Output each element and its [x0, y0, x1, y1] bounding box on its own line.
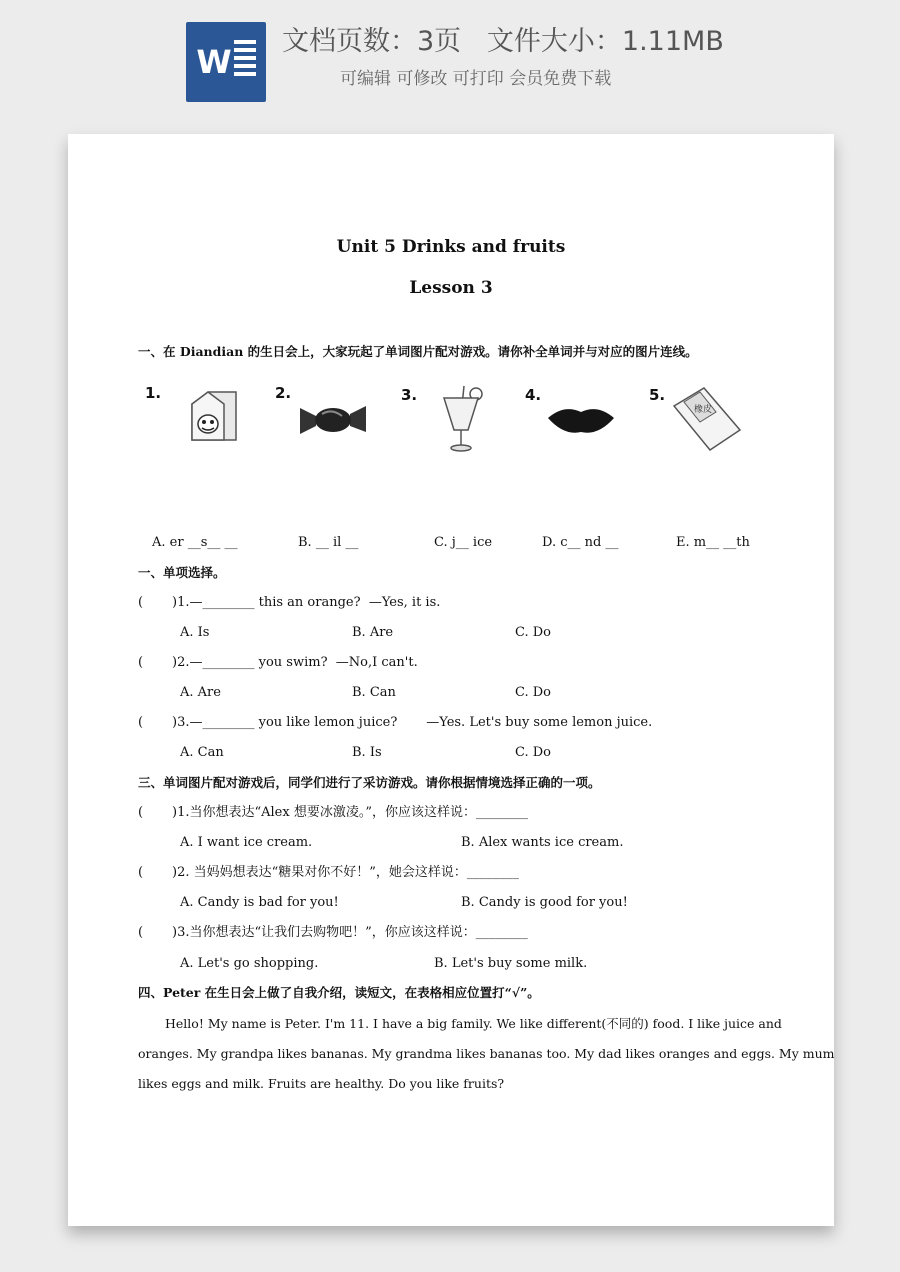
- banner-subtitle: 可编辑 可修改 可打印 会员免费下载: [340, 69, 612, 89]
- section4-heading: 四、Peter 在生日会上做了自我介绍，读短文，在表格相应位置打“√”。: [138, 985, 540, 1000]
- milk-carton-icon: [186, 386, 242, 446]
- banner-title: 文档页数：3页 文件大小：1.11MB: [282, 26, 724, 57]
- picture-number: 2.: [275, 384, 292, 402]
- juice-glass-icon: [436, 384, 486, 456]
- question-option: B. Alex wants ice cream.: [461, 835, 624, 850]
- picture-number: 5.: [649, 386, 666, 404]
- eraser-icon: [670, 384, 744, 454]
- document-title: Unit 5 Drinks and fruits: [336, 237, 566, 257]
- question-stem: ( )1.—________ this an orange? —Yes, it is.: [138, 595, 441, 610]
- svg-text:橡皮: 橡皮: [694, 405, 713, 415]
- word-icon-letter: W: [196, 43, 232, 81]
- word-option: C. j__ ice: [434, 535, 493, 550]
- question-stem: ( )2.—________ you swim? —No,I can't.: [138, 655, 418, 670]
- word-icon-lines: [234, 40, 256, 84]
- picture-number: 3.: [401, 386, 418, 404]
- question-option: A. Can: [180, 745, 224, 760]
- section3-heading: 三、单词图片配对游戏后，同学们进行了采访游戏。请你根据情境选择正确的一项。: [138, 775, 601, 790]
- question-option: A. Are: [180, 685, 221, 700]
- question-option: C. Do: [515, 685, 551, 700]
- section2-heading: 一、单项选择。: [138, 565, 226, 580]
- word-option: A. er __s__ __: [152, 535, 238, 550]
- question-stem: ( )3.当你想表达“让我们去购物吧！”，你应该这样说：________: [138, 925, 528, 940]
- candy-icon: [298, 402, 368, 438]
- passage-line: Hello! My name is Peter. I'm 11. I have a big family. We like different(不同的) food. I like juice and: [165, 1016, 782, 1031]
- question-option: A. Let's go shopping.: [180, 956, 319, 971]
- word-option: E. m__ __th: [676, 535, 750, 550]
- section1-heading: 一、在 Diandian 的生日会上，大家玩起了单词图片配对游戏。请你补全单词并与对应的图片连线。: [138, 344, 698, 359]
- question-stem: ( )3.—________ you like lemon juice? —Yes. Let's buy some lemon juice.: [138, 715, 653, 730]
- word-document-icon: [186, 22, 266, 102]
- lesson-title: Lesson 3: [409, 278, 493, 298]
- question-option: A. Is: [180, 625, 210, 640]
- question-stem: ( )2. 当妈妈想表达“糖果对你不好！”，她会这样说：________: [138, 865, 519, 880]
- picture-number: 4.: [525, 386, 542, 404]
- question-option: B. Candy is good for you!: [461, 895, 628, 910]
- mouth-lips-icon: [546, 402, 616, 436]
- document-page: [68, 134, 834, 1226]
- question-option: C. Do: [515, 745, 551, 760]
- question-option: B. Can: [352, 685, 396, 700]
- question-stem: ( )1.当你想表达“Alex 想要冰激凌。”，你应该这样说：________: [138, 805, 528, 820]
- word-option: D. c__ nd __: [542, 535, 619, 550]
- question-option: B. Is: [352, 745, 382, 760]
- passage-line: oranges. My grandpa likes bananas. My grandma likes bananas too. My dad likes oranges and eggs. My mum: [138, 1046, 835, 1061]
- question-option: B. Are: [352, 625, 394, 640]
- question-option: C. Do: [515, 625, 551, 640]
- passage-line: likes eggs and milk. Fruits are healthy. Do you like fruits?: [138, 1076, 505, 1091]
- word-option: B. __ il __: [298, 535, 359, 550]
- document-banner: [0, 0, 900, 120]
- question-option: A. Candy is bad for you!: [180, 895, 339, 910]
- question-option: B. Let's buy some milk.: [434, 956, 588, 971]
- picture-number: 1.: [145, 384, 162, 402]
- question-option: A. I want ice cream.: [180, 835, 313, 850]
